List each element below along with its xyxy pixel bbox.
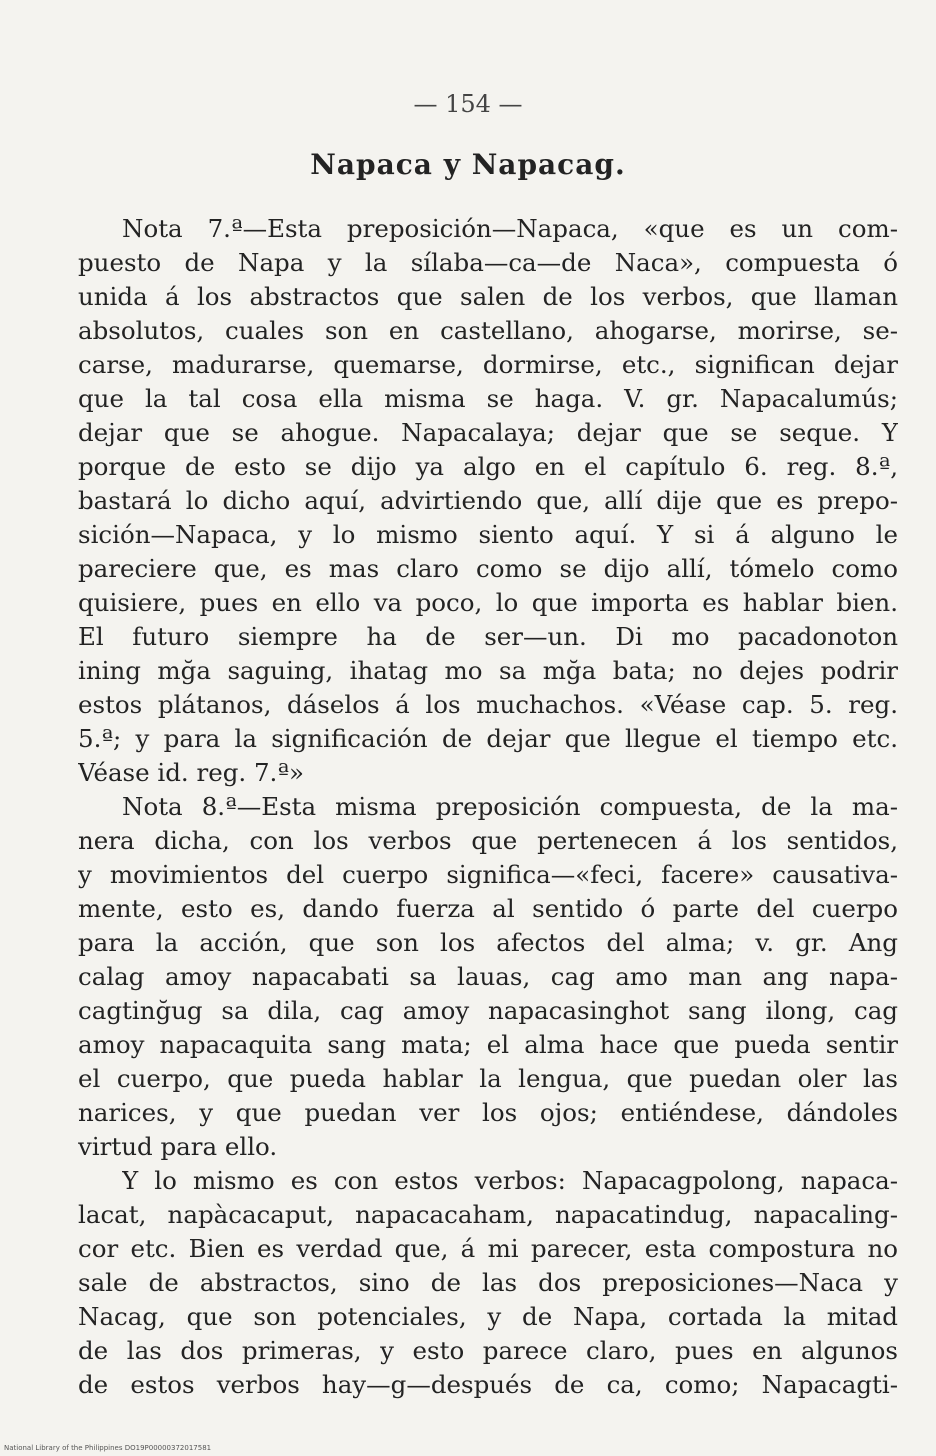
text-line: el cuerpo, que pueda hablar la lengua, que puedan oler las [78, 1064, 898, 1093]
page-number: — 154 — [413, 90, 523, 118]
text-line: nera dicha, con los verbos que pertenecen á los sentidos, [78, 826, 898, 855]
text-line: y movimientos del cuerpo significa—«feci, facere» causativa- [78, 860, 898, 889]
text-line: Véase id. reg. 7.ª» [78, 758, 304, 787]
text-line: Y lo mismo es con estos verbos: Napacagpolong, napaca- [122, 1166, 898, 1195]
text-line: Nota 7.ª—Esta preposición—Napaca, «que es un com- [122, 214, 898, 243]
text-line: El futuro siempre ha de ser—un. Di mo pacadonoton [78, 622, 898, 651]
text-line: sale de abstractos, sino de las dos preposiciones—Naca y [78, 1268, 898, 1297]
text-line: de las dos primeras, y esto parece claro, pues en algunos [78, 1336, 898, 1365]
footer-credit: National Library of the Philippines DO19P00000372017581 [4, 1444, 212, 1452]
text-line: para la acción, que son los afectos del alma; v. gr. Ang [78, 928, 898, 957]
text-line: quisiere, pues en ello va poco, lo que importa es hablar bien. [78, 588, 898, 617]
text-line: unida á los abstractos que salen de los verbos, que llaman [78, 282, 898, 311]
text-line: virtud para ello. [78, 1132, 278, 1161]
text-line: calag amoy napacabati sa lauas, cag amo man ang napa- [78, 962, 898, 991]
text-line: sición—Napaca, y lo mismo siento aquí. Y si á alguno le [78, 520, 898, 549]
text-line: que la tal cosa ella misma se haga. V. gr. Napacalumús; [78, 384, 898, 413]
text-line: dejar que se ahogue. Napacalaya; dejar que se seque. Y [78, 418, 898, 447]
text-line: mente, esto es, dando fuerza al sentido ó parte del cuerpo [78, 894, 898, 923]
text-line: ining mğa saguing, ihatag mo sa mğa bata; no dejes podrir [78, 656, 898, 685]
text-line: estos plátanos, dáselos á los muchachos. «Véase cap. 5. reg. [78, 690, 898, 719]
text-line: 5.ª; y para la significación de dejar que llegue el tiempo etc. [78, 724, 898, 753]
text-line: puesto de Napa y la sílaba—ca—de Naca», compuesta ó [78, 248, 898, 277]
text-line: pareciere que, es mas claro como se dijo allí, tómelo como [78, 554, 898, 583]
text-line: Nacag, que son potenciales, y de Napa, cortada la mitad [78, 1302, 898, 1331]
section-title: Napaca y Napacag. [310, 148, 626, 181]
text-line: bastará lo dicho aquí, advirtiendo que, allí dije que es prepo- [78, 486, 898, 515]
text-line: absolutos, cuales son en castellano, ahogarse, morirse, se- [78, 316, 898, 345]
text-line: cor etc. Bien es verdad que, á mi parecer, esta compostura no [78, 1234, 898, 1263]
text-line: Nota 8.ª—Esta misma preposición compuesta, de la ma- [122, 792, 898, 821]
text-line: lacat, napàcacaput, napacacaham, napacatindug, napacaling- [78, 1200, 898, 1229]
text-line: amoy napacaquita sang mata; el alma hace que pueda sentir [78, 1030, 898, 1059]
text-line: narices, y que puedan ver los ojos; entiéndese, dándoles [78, 1098, 898, 1127]
text-line: de estos verbos hay—g—después de ca, como; Napacagti- [78, 1370, 898, 1399]
text-line: carse, madurarse, quemarse, dormirse, etc., significan dejar [78, 350, 898, 379]
text-line: porque de esto se dijo ya algo en el capítulo 6. reg. 8.ª, [78, 452, 898, 481]
text-line: cagtinğug sa dila, cag amoy napacasinghot sang ilong, cag [78, 996, 898, 1025]
